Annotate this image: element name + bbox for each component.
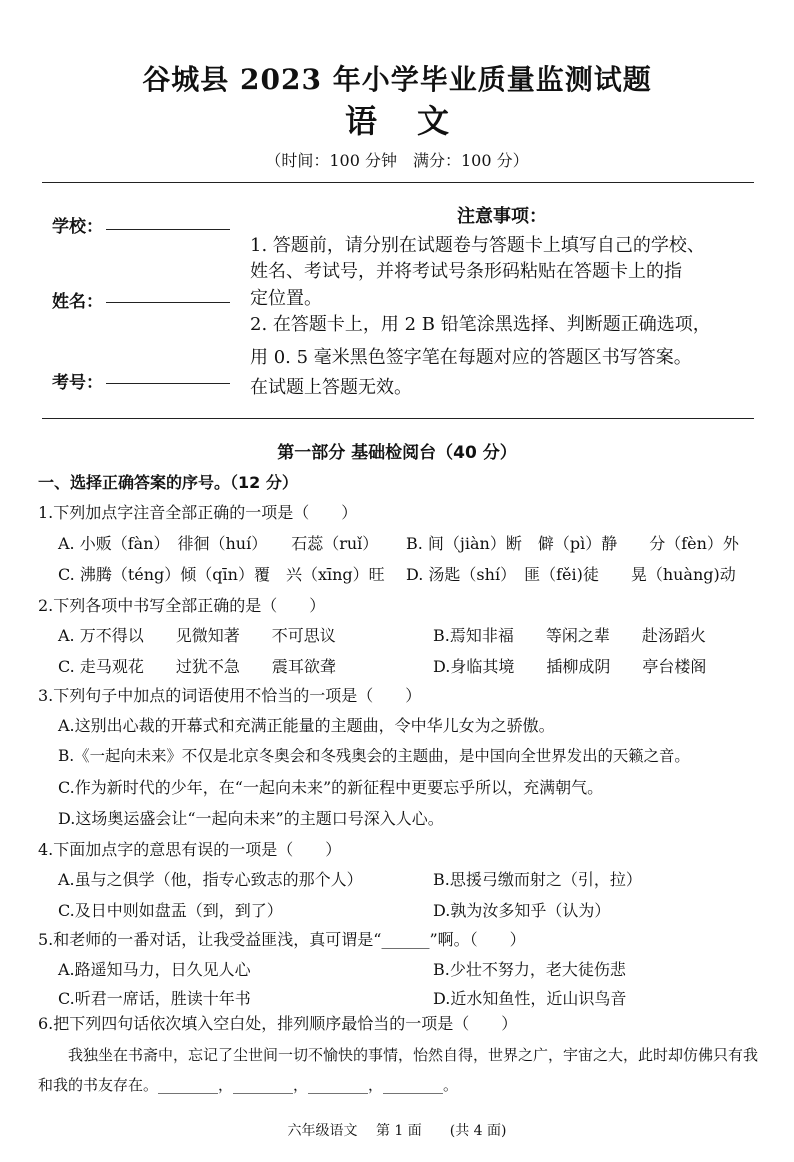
question-6-paragraph: 我独坐在书斋中，忘记了尘世间一切不愉快的事情，怡然自得，世界之广，宇宙之大，此时却仿佛只有我和我的书友存在。________，________，________，________。 bbox=[38, 1046, 759, 1094]
question-2-option-d: D.身临其境 插柳成阴 亭台楼阁 bbox=[433, 657, 707, 676]
exam-title: 谷城县 2023 年小学毕业质量监测试题 bbox=[142, 63, 652, 96]
part-heading: 一、选择正确答案的序号。（12 分） bbox=[38, 473, 298, 492]
school-label: 学校： bbox=[52, 217, 103, 237]
question-3-option-c: C.作为新时代的少年，在“一起向未来”的新征程中更要忘乎所以，充满朝气。 bbox=[58, 778, 604, 797]
question-2-option-c: C. 走马观花 过犹不急 震耳欲聋 bbox=[58, 657, 336, 676]
question-1-option-c: C. 沸腾（téng）倾（qīn）覆 兴（xīng）旺 bbox=[58, 565, 385, 584]
section-title: 第一部分 基础检阅台（40 分） bbox=[277, 443, 517, 463]
exam-number-label: 考号： bbox=[52, 373, 103, 393]
question-2-stem: 2.下列各项中书写全部正确的是（ ） bbox=[38, 596, 326, 615]
question-4-option-d: D.孰为汝多知乎（认为） bbox=[433, 901, 611, 920]
question-1-option-a: A. 小贩（fàn） 徘徊（huí） 石蕊（ruǐ） bbox=[58, 534, 379, 553]
notice-line: 2. 在答题卡上，用 2 B 铅笔涂黑选择、判断题正确选项， bbox=[250, 314, 711, 335]
notice-line: 在试题上答题无效。 bbox=[250, 377, 412, 398]
question-3-option-b: B.《一起向未来》不仅是北京冬奥会和冬残奥会的主题曲，是中国向全世界发出的天籁之音。 bbox=[58, 747, 690, 765]
question-6-stem: 6.把下列四句话依次填入空白处，排列顺序最恰当的一项是（ ） bbox=[38, 1014, 518, 1033]
top-divider bbox=[42, 182, 754, 183]
question-3-option-a: A.这别出心裁的开幕式和充满正能量的主题曲，令中华儿女为之骄傲。 bbox=[58, 716, 555, 735]
school-field[interactable] bbox=[106, 229, 230, 230]
notice-heading: 注意事项： bbox=[457, 206, 547, 227]
question-5-stem: 5.和老师的一番对话，让我受益匪浅，真可谓是“______”啊。（ ） bbox=[38, 930, 526, 949]
question-4-option-c: C.及日中则如盘盂（到，到了） bbox=[58, 901, 283, 920]
question-2-option-a: A. 万不得以 见微知著 不可思议 bbox=[58, 626, 336, 645]
name-label: 姓名： bbox=[52, 292, 103, 312]
middle-divider bbox=[42, 418, 754, 419]
question-1-stem: 1.下列加点字注音全部正确的一项是（ ） bbox=[38, 503, 358, 522]
notice-line: 定位置。 bbox=[250, 288, 322, 309]
question-1-option-d: D. 汤匙（shí） 匪（fěi)徒 晃（huàng)动 bbox=[406, 565, 736, 584]
subject-title: 语文 bbox=[344, 102, 489, 140]
notice-line: 姓名、考试号，并将考试号条形码粘贴在答题卡上的指 bbox=[250, 261, 682, 282]
question-5-option-a: A.路遥知马力，日久见人心 bbox=[58, 960, 251, 979]
question-4-stem: 4.下面加点字的意思有误的一项是（ ） bbox=[38, 840, 342, 859]
exam-number-field[interactable] bbox=[106, 383, 230, 384]
name-field[interactable] bbox=[106, 302, 230, 303]
notice-line: 1. 答题前，请分别在试题卷与答题卡上填写自己的学校、 bbox=[250, 235, 705, 256]
question-2-option-b: B.焉知非福 等闲之辈 赴汤蹈火 bbox=[433, 626, 706, 645]
question-5-option-b: B.少壮不努力，老大徒伤悲 bbox=[433, 960, 626, 979]
question-1-option-b: B. 间（jiàn）断 僻（pì）静 分（fèn）外 bbox=[406, 534, 739, 553]
question-5-option-d: D.近水知鱼性，近山识鸟音 bbox=[433, 989, 627, 1008]
notice-line: 用 0. 5 毫米黑色签字笔在每题对应的答题区书写答案。 bbox=[250, 347, 692, 368]
question-4-option-b: B.思援弓缴而射之（引，拉） bbox=[433, 870, 642, 889]
time-info: （时间：100 分钟 满分：100 分） bbox=[265, 151, 529, 170]
question-3-stem: 3.下列句子中加点的词语使用不恰当的一项是（ ） bbox=[38, 686, 422, 705]
question-3-option-d: D.这场奥运盛会让“一起向未来”的主题口号深入人心。 bbox=[58, 809, 444, 828]
page-footer: 六年级语文 第 1 面 (共 4 面) bbox=[287, 1123, 507, 1139]
question-4-option-a: A.虽与之俱学（他，指专心致志的那个人） bbox=[58, 870, 363, 889]
question-5-option-c: C.听君一席话，胜读十年书 bbox=[58, 989, 251, 1008]
